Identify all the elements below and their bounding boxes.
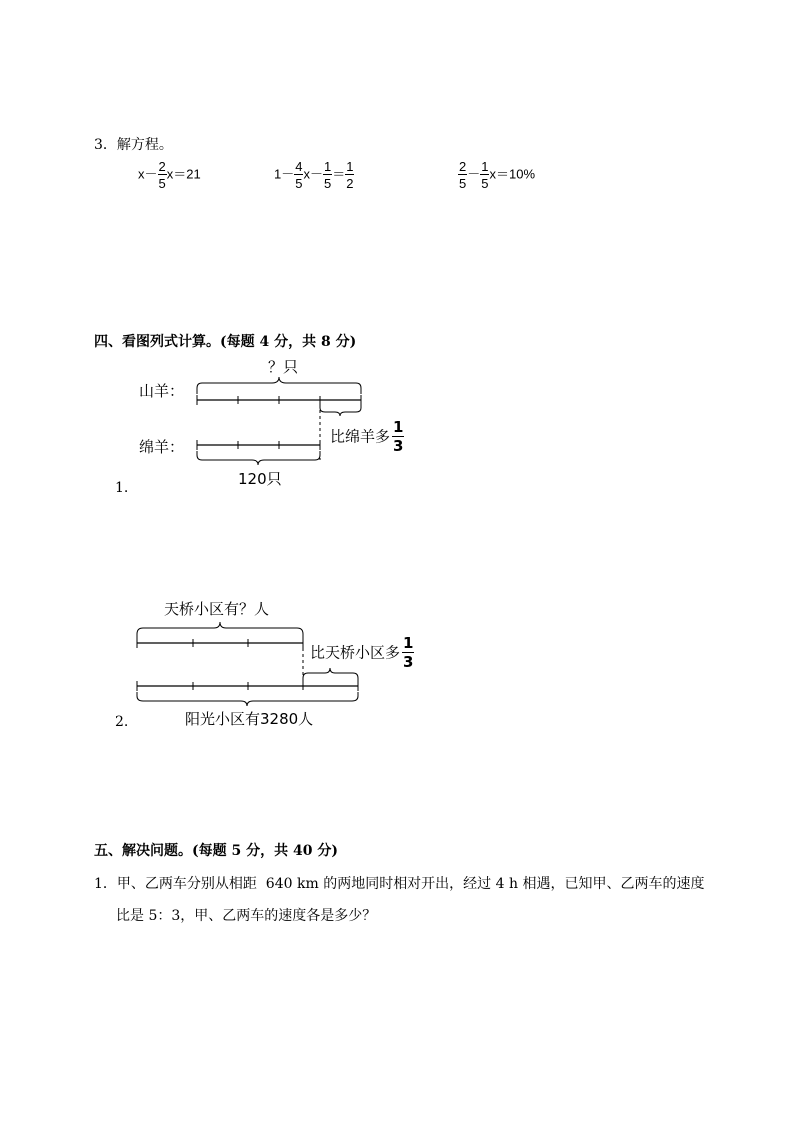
eq1-fraction: $\frac{2}{5}$	[158, 159, 166, 191]
goat-brace	[197, 377, 361, 394]
sheep-brace	[197, 451, 320, 465]
eq2-fraction-3: $\frac{1}{2}$	[346, 159, 354, 191]
tianqiao-label: 天桥小区有？人	[164, 600, 270, 618]
eq3-fraction-2: $\frac{1}{5}$	[481, 159, 489, 191]
tianqiao-brace	[137, 622, 303, 640]
section-4-title: 四、看图列式计算。(每题 4 分，共 8 分)	[94, 334, 357, 350]
section-3-title: 3．解方程。	[94, 137, 173, 153]
compare-label-2: 比天桥小区多 $\frac{1}{3}$	[310, 634, 414, 671]
sheep-label: 绵羊：	[139, 438, 185, 456]
eq1-left: x－	[138, 166, 158, 182]
goat-total-label: ？只	[268, 358, 299, 376]
eq3-fraction-1: $\frac{2}{5}$	[459, 159, 467, 191]
question-1-line-1: 1．甲、乙两车分别从相距 640 km 的两地同时相对开出，经过 4 h 相遇，已知甲、乙两车的速度	[94, 876, 705, 892]
sheep-total-label: 120只	[238, 470, 282, 488]
equation-2: 1－ $\frac{4}{5}$ x－ $\frac{1}{5}$ ＝ $\frac{1}{2}$	[274, 159, 354, 191]
eq2-fraction-1: $\frac{4}{5}$	[295, 159, 303, 191]
extra-brace-2	[303, 668, 358, 684]
yangguang-label: 阳光小区有3280人	[185, 710, 314, 728]
question-1-line-2: 比是 5：3，甲、乙两车的速度各是多少？	[116, 908, 377, 924]
problem-2-number: 2.	[115, 714, 129, 730]
yangguang-brace	[137, 692, 358, 706]
equation-3: $\frac{2}{5}$ － $\frac{1}{5}$ x＝10%	[459, 159, 536, 191]
eq2-fraction-2: $\frac{1}{5}$	[323, 159, 332, 191]
extra-brace	[320, 404, 361, 416]
eq1-right: x＝21	[166, 166, 201, 182]
compare-label-1: 比绵羊多 $\frac{1}{3}$	[330, 418, 404, 455]
section-5-title: 五、解决问题。(每题 5 分，共 40 分)	[94, 843, 338, 859]
problem-1-number: 1.	[115, 480, 129, 496]
goat-label: 山羊：	[139, 382, 185, 400]
